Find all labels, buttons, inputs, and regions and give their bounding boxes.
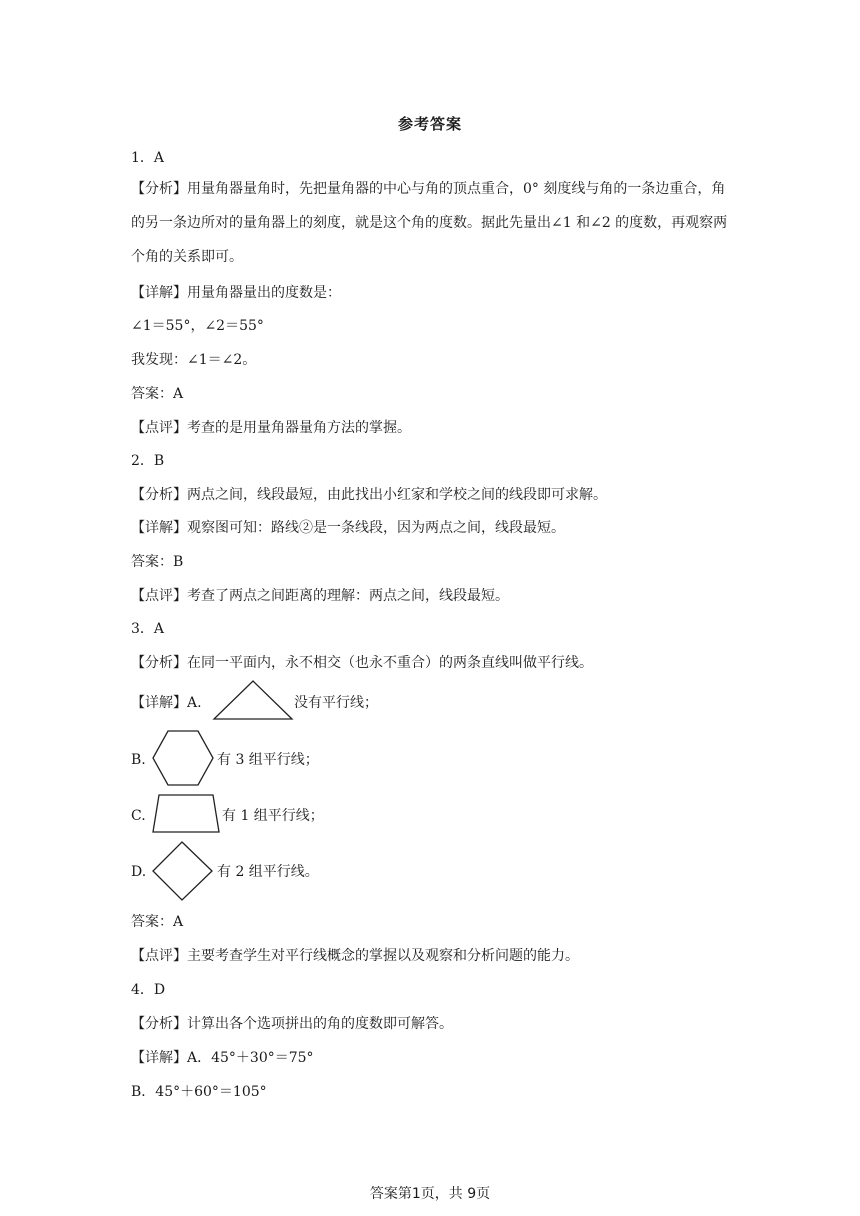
q3-b-text: 有 3 组平行线； — [217, 752, 319, 768]
q1-found: 我发现：∠1＝∠2。 — [131, 352, 257, 368]
q3-b-prefix: B. — [131, 752, 146, 768]
q3-answer: 答案：A — [131, 914, 184, 930]
q2-detail: 【详解】观察图可知：路线②是一条线段，因为两点之间，线段最短。 — [131, 520, 565, 536]
q2-comment: 【点评】考查了两点之间距离的理解：两点之间，线段最短。 — [131, 588, 509, 604]
q2-analysis: 【分析】两点之间，线段最短，由此找出小红家和学校之间的线段即可求解。 — [131, 487, 607, 503]
q1-angles: ∠1＝55°，∠2＝55° — [131, 318, 264, 334]
q3-analysis: 【分析】在同一平面内，永不相交（也永不重合）的两条直线叫做平行线。 — [131, 655, 593, 671]
q4-detail-a: 【详解】A．45°＋30°＝75° — [131, 1050, 314, 1066]
q3-comment: 【点评】主要考查学生对平行线概念的掌握以及观察和分析问题的能力。 — [131, 948, 579, 964]
q3-detail-a-text: 没有平行线； — [294, 695, 378, 711]
triangle-figure — [212, 679, 294, 721]
page-title: 参考答案 — [397, 115, 462, 133]
diamond-figure — [151, 840, 215, 902]
q1-analysis: 【分析】用量角器量角时，先把量角器的中心与角的顶点重合，0° 刻度线与角的一条边重合，角的另一条边所对的量角器上的刻度，就是这个角的度数。据此先量出∠1 和∠2 的度数，再观察两个角的关系即可。 — [131, 181, 728, 265]
page-footer: 答案第1页，共 9页 — [369, 1186, 491, 1202]
trapezoid-figure — [151, 793, 221, 835]
q3-c-text: 有 1 组平行线； — [222, 808, 324, 824]
q3-d-text: 有 2 组平行线。 — [217, 864, 319, 880]
q1-number: 1．A — [131, 150, 165, 166]
q3-number: 3．A — [131, 621, 165, 637]
q1-detail: 【详解】用量角器量出的度数是： — [131, 285, 341, 301]
hexagon-figure — [151, 729, 215, 787]
q1-comment: 【点评】考查的是用量角器量角方法的掌握。 — [131, 420, 411, 436]
q4-analysis: 【分析】计算出各个选项拼出的角的度数即可解答。 — [131, 1016, 453, 1032]
q2-answer: 答案：B — [131, 554, 184, 570]
q3-detail-a-prefix: 【详解】A. — [131, 695, 202, 711]
q3-d-prefix: D. — [131, 864, 147, 880]
q4-number: 4．D — [131, 982, 166, 998]
q1-answer: 答案：A — [131, 386, 184, 402]
q3-c-prefix: C. — [131, 808, 146, 824]
q2-number: 2．B — [131, 453, 165, 469]
q4-detail-b: B．45°＋60°＝105° — [131, 1084, 267, 1100]
